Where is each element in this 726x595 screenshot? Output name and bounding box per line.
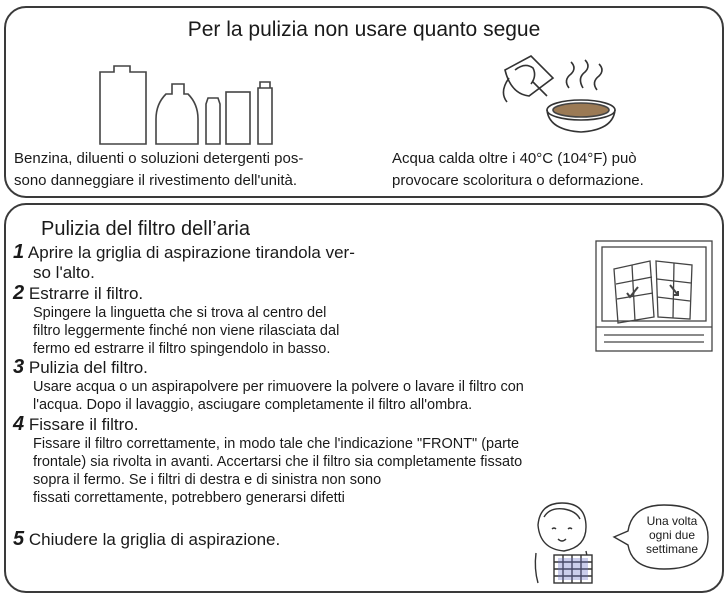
solvents-warning-text: Benzina, diluenti o soluzioni detergenti pos- sono danneggiare il rivestimento dell'unità.: [14, 150, 304, 189]
warning-title: Per la pulizia non usare quanto segue: [187, 18, 541, 41]
step-4: 4 Fissare il filtro. Fissare il filtro correttamente, in modo tale che l'indicazione "FRONT" (parte frontale) sia rivolta in avanti. Accertarsi che il filtro sia completamente fissato sopra il fermo. Se i filtri di destra e di sinistra non sono fissati correttamente, potrebbero generarsi difetti: [13, 413, 523, 506]
warning-panel: [4, 6, 724, 198]
bubble-text: Una volta ogni due settimane: [645, 514, 699, 556]
step-1: 1 Aprire la griglia di aspirazione tirandola ver- so l'alto.: [13, 241, 355, 282]
step-2: 2 Estrarre il filtro. Spingere la linguetta che si trova al centro del filtro leggermente finché non viene rilasciata dal fermo ed estrarre il filtro spingendolo in basso.: [13, 282, 340, 357]
girl-holding-filter-icon: [520, 495, 620, 585]
section-title: Pulizia del filtro dell’aria: [41, 218, 250, 240]
hot-water-icon: [493, 48, 623, 138]
hot-water-warning-text: Acqua calda oltre i 40°C (104°F) può provocare scoloritura o deformazione.: [392, 150, 644, 189]
air-conditioner-filter-icon: [594, 239, 714, 354]
step-3: 3 Pulizia del filtro. Usare acqua o un aspirapolvere per rimuovere la polvere o lavare il filtro con l'acqua. Dopo il lavaggio, asciugare completamente il filtro all'ombra.: [13, 356, 524, 413]
step-5: 5 Chiudere la griglia di aspirazione.: [13, 528, 281, 550]
filter-cleaning-panel: [4, 203, 724, 593]
chemical-containers-icon: [98, 64, 288, 144]
